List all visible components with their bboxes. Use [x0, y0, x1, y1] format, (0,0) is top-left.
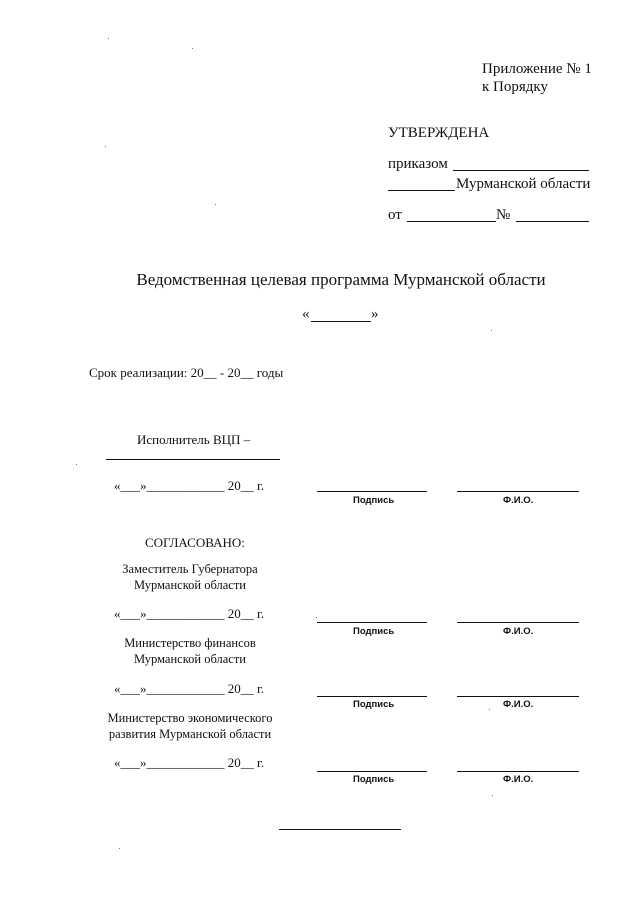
approver-1-title-line1: Заместитель Губернатора — [122, 562, 258, 576]
order-region: Мурманской области — [456, 176, 591, 192]
order-label: приказом — [388, 156, 448, 172]
scan-speck — [192, 48, 193, 49]
approver-2-title-line1: Министерство финансов — [124, 636, 256, 650]
approver-3-fio-line — [457, 771, 579, 772]
order-department-blank-line — [388, 190, 455, 191]
approver-2-fio-caption: Ф.И.О. — [503, 699, 534, 710]
program-name-open-quote: « — [302, 306, 310, 322]
approver-1-fio-line — [457, 622, 579, 623]
implementation-term: Срок реализации: 20__ - 20__ годы — [89, 365, 284, 380]
executor-name-blank-line — [106, 459, 280, 460]
scan-speck — [316, 617, 317, 618]
approver-3-fio-caption: Ф.И.О. — [503, 774, 534, 785]
scan-speck — [489, 709, 490, 710]
approver-3-signature-line — [317, 771, 427, 772]
approver-2-signature-line — [317, 696, 427, 697]
bottom-separator-line — [279, 829, 401, 830]
executor-date: «___»____________ 20__ г. — [114, 478, 265, 493]
order-issuer-blank-line — [453, 170, 589, 171]
scan-speck — [492, 795, 493, 796]
approver-3-title-line2: развития Мурманской области — [108, 727, 272, 741]
appendix-reference: к Порядку — [482, 79, 548, 95]
approver-2-signature-caption: Подпись — [353, 699, 395, 710]
program-name-close-quote: » — [371, 306, 379, 322]
order-date-prefix: от — [388, 207, 402, 223]
scan-speck — [105, 146, 106, 147]
program-name-blank-line — [311, 321, 371, 322]
approver-2-fio-line — [457, 696, 579, 697]
approver-2-date: «___»____________ 20__ г. — [114, 681, 265, 696]
approver-1-signature-line — [317, 622, 427, 623]
order-date-blank-line — [407, 221, 496, 222]
executor-label: Исполнитель ВЦП – — [137, 432, 251, 447]
scan-speck — [119, 848, 120, 849]
approver-1-title-line2: Мурманской области — [133, 578, 246, 592]
scan-speck — [491, 330, 492, 331]
executor-signature-line — [317, 491, 427, 492]
approver-2-title-line2: Мурманской области — [133, 652, 246, 666]
approver-3-date: «___»____________ 20__ г. — [114, 755, 265, 770]
approver-3-signature-caption: Подпись — [353, 774, 395, 785]
order-number-sign: № — [496, 207, 511, 223]
program-title: Ведомственная целевая программа Мурманской области — [136, 270, 546, 289]
approver-3-title-line1: Министерство экономического — [107, 711, 273, 725]
executor-signature-caption: Подпись — [353, 495, 395, 506]
executor-fio-line — [457, 491, 579, 492]
agreed-title: СОГЛАСОВАНО: — [145, 535, 245, 550]
order-number-blank-line — [516, 221, 589, 222]
approver-1-fio-caption: Ф.И.О. — [503, 626, 534, 637]
approver-1-signature-caption: Подпись — [353, 626, 395, 637]
scan-speck — [76, 464, 77, 465]
executor-fio-caption: Ф.И.О. — [503, 495, 534, 506]
scan-speck — [108, 38, 109, 39]
approver-1-date: «___»____________ 20__ г. — [114, 606, 265, 621]
scan-speck — [215, 204, 216, 205]
appendix-number: Приложение № 1 — [482, 61, 592, 77]
approval-title: УТВЕРЖДЕНА — [388, 125, 490, 141]
